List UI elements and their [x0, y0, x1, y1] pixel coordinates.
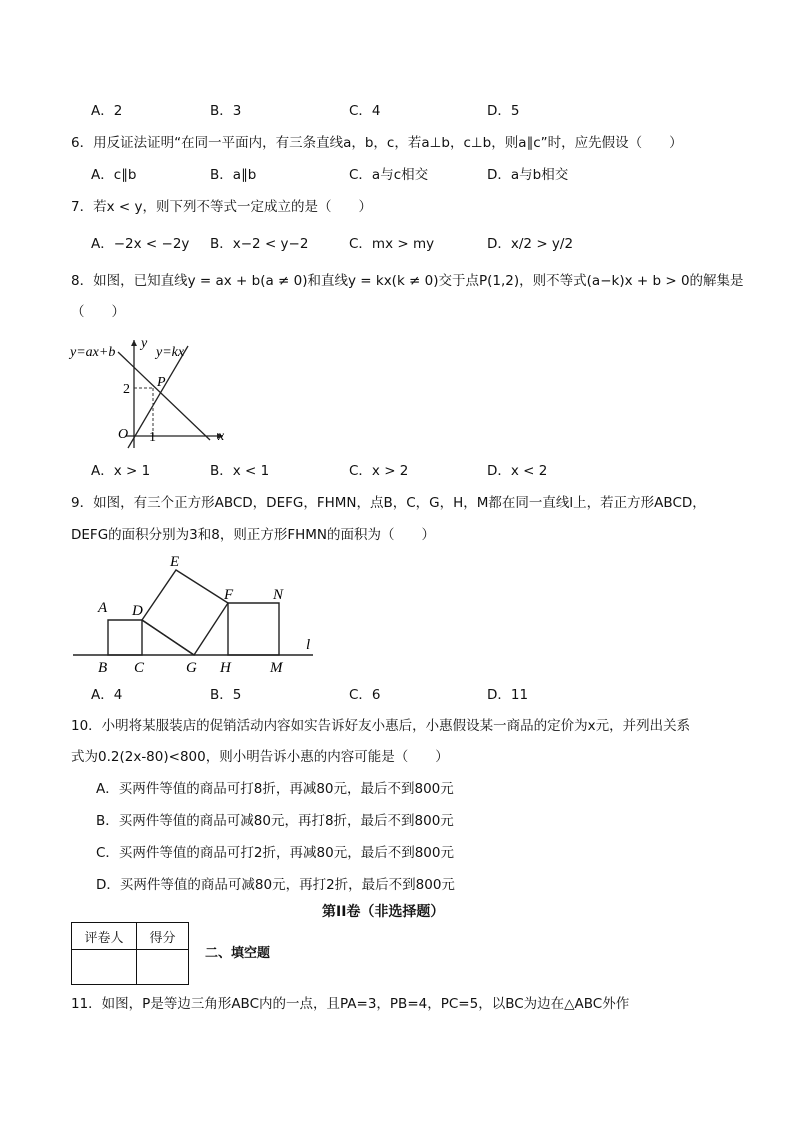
q8-label-origin: O	[118, 427, 129, 442]
q10-option-b: B．买两件等值的商品可减80元，再打8折，最后不到800元	[96, 813, 454, 829]
q9-label-b: B	[98, 660, 108, 676]
q9-label-n: N	[273, 587, 284, 603]
q6-option-a: A．c∥b	[91, 167, 137, 183]
q10-option-c: C．买两件等值的商品可打2折，再减80元，最后不到800元	[96, 845, 454, 861]
q9-option-a: A．4	[91, 687, 123, 703]
score-table-score-cell[interactable]	[137, 950, 189, 985]
q9-label-h: H	[220, 660, 231, 676]
q8-stem: 8．如图，已知直线y = ax + b(a ≠ 0)和直线y = kx(k ≠ 0)交于点P(1,2)，则不等式(a−k)x + b > 0的解集是	[71, 273, 744, 289]
q8-option-b: B．x < 1	[210, 463, 270, 479]
q9-label-d: D	[132, 603, 143, 619]
q8-label-p: P	[157, 375, 166, 390]
q10-stem-line2: 式为0.2(2x-80)<800，则小明告诉小惠的内容可能是（ ）	[71, 749, 449, 765]
q8-label-line2: y=kx	[156, 345, 185, 360]
q10-option-d: D．买两件等值的商品可减80元，再打2折，最后不到800元	[96, 877, 455, 893]
q8-figure	[68, 336, 248, 451]
q9-label-g: G	[186, 660, 197, 676]
q9-label-l: l	[306, 637, 311, 653]
q9-figure	[70, 552, 330, 677]
q5-option-a: A．2	[91, 103, 123, 119]
q9-option-c: C．6	[349, 687, 381, 703]
q10-stem: 10．小明将某服装店的促销活动内容如实告诉好友小惠后，小惠假设某一商品的定价为x元，并列出关系	[71, 718, 691, 734]
q7-option-c: C．mx > my	[349, 236, 435, 252]
q9-label-a: A	[98, 600, 108, 616]
q6-option-d: D．a与b相交	[487, 167, 569, 183]
q8-tick-1: 1	[149, 430, 156, 445]
score-table	[71, 922, 189, 985]
q9-option-d: D．11	[487, 687, 529, 703]
score-table-header-score: 得分	[137, 923, 189, 950]
q9-label-f: F	[224, 587, 234, 603]
q8-option-c: C．x > 2	[349, 463, 409, 479]
section2-title: 第II卷（非选择题）	[322, 904, 445, 920]
q8-label-line1: y=ax+b	[70, 345, 116, 360]
score-table-header-grader: 评卷人	[72, 923, 137, 950]
q6-stem: 6．用反证法证明“在同一平面内，有三条直线a，b，c，若a⊥b，c⊥b，则a∥c”时，应先假设（ ）	[71, 135, 683, 151]
section2-heading: 二、填空题	[205, 946, 271, 961]
q9-label-e: E	[170, 554, 180, 570]
q5-option-b: B．3	[210, 103, 242, 119]
q5-option-d: D．5	[487, 103, 520, 119]
q8-option-a: A．x > 1	[91, 463, 151, 479]
q9-label-c: C	[134, 660, 145, 676]
score-table-grader-cell[interactable]	[72, 950, 137, 985]
q8-label-y: y	[141, 336, 148, 351]
q5-option-c: C．4	[349, 103, 381, 119]
q7-option-d: D．x/2 > y/2	[487, 236, 574, 252]
q8-option-d: D．x < 2	[487, 463, 548, 479]
q11-stem: 11．如图，P是等边三角形ABC内的一点，且PA=3，PB=4，PC=5，以BC为边在△ABC外作	[71, 996, 630, 1012]
q7-option-b: B．x−2 < y−2	[210, 236, 309, 252]
q6-option-c: C．a与c相交	[349, 167, 429, 183]
q10-option-a: A．买两件等值的商品可打8折，再减80元，最后不到800元	[96, 781, 454, 797]
q7-option-a: A．−2x < −2y	[91, 236, 190, 252]
q9-stem: 9．如图，有三个正方形ABCD，DEFG，FHMN，点B，C，G，H，M都在同一直线l上，若正方形ABCD，	[71, 495, 706, 511]
q9-stem-line2: DEFG的面积分别为3和8，则正方形FHMN的面积为（ ）	[71, 527, 435, 543]
q8-label-x: x	[218, 429, 225, 444]
q8-stem-paren: （ ）	[71, 304, 125, 320]
q6-option-b: B．a∥b	[210, 167, 257, 183]
q9-label-m: M	[270, 660, 283, 676]
q8-tick-2: 2	[123, 382, 130, 397]
q7-stem: 7．若x < y，则下列不等式一定成立的是（ ）	[71, 199, 372, 215]
q9-option-b: B．5	[210, 687, 242, 703]
